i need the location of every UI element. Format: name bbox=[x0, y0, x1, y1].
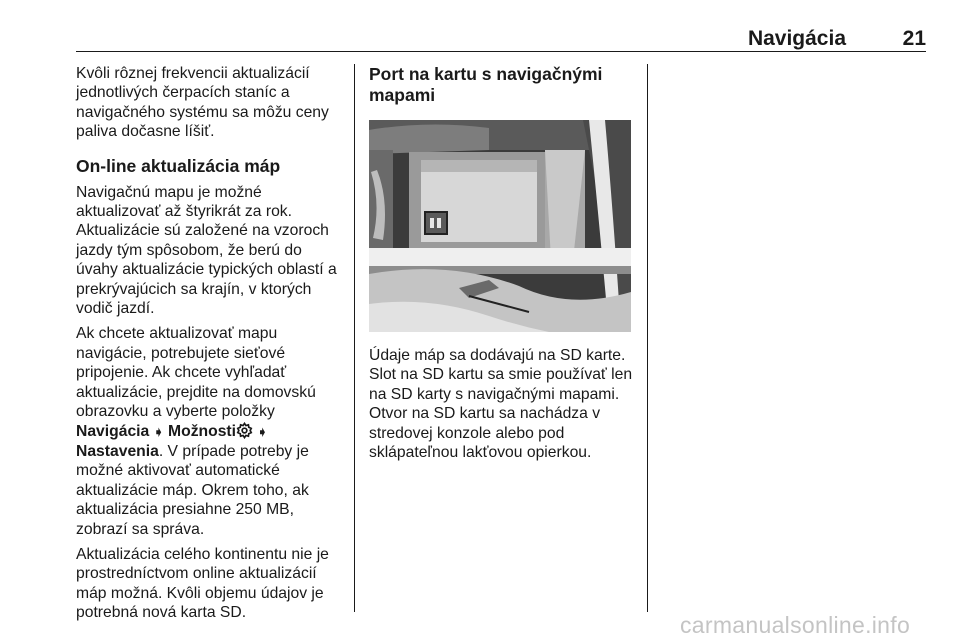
intro-paragraph: Kvôli rôznej frekvencii aktualizácií jednotlivých čerpacích staníc a navigačného systému sa môžu ceny paliva dočasne líšiť. bbox=[76, 65, 329, 141]
page-title: Navigácia bbox=[747, 27, 846, 50]
menu-navigacia: Navigácia bbox=[76, 422, 150, 440]
menu-nastavenia: Nastavenia bbox=[76, 442, 159, 460]
arrow-icon: ➧ bbox=[153, 424, 164, 439]
menu-path-line bbox=[76, 423, 267, 440]
gear-icon bbox=[236, 423, 253, 440]
paragraph-sd-card: Údaje máp sa dodávajú na SD karte. Slot na SD kartu sa smie používať len na SD karty s navigačnými mapami. Otvor na SD kartu sa nachádza v stredovej konzole alebo pod sklápateľnou lakťovou opierkou. bbox=[369, 347, 633, 462]
paragraph-update-frequency: Navigačnú mapu je možné aktualizovať až štyrikrát za rok. Aktualizácie sú založené na vzoroch jazdy tým spôsobom, že berú do úvahy aktualizácie typických oblastí a prekrývajúcich sa krajín, v ktorých vodič jazdí. bbox=[76, 183, 337, 318]
section-heading-online-update: On-line aktualizácia máp bbox=[76, 155, 281, 176]
header-rule bbox=[76, 51, 926, 52]
left-column bbox=[76, 64, 348, 629]
arrow-icon: ➧ bbox=[257, 424, 268, 439]
paragraph-continent-update: Aktualizácia celého kontinentu nie je prostredníctvom online aktualizácií máp možná. Kvôli objemu údajov je potrebná nová karta SD. bbox=[76, 545, 329, 622]
page-number: 21 bbox=[902, 27, 926, 50]
watermark: carmanualsonline.info bbox=[680, 612, 911, 638]
instructions-text-post: . V prípade potreby je možné aktivovať automatické aktualizácie máp. Okrem toho, ak aktualizácia presiahne 250 MB, zobrazí sa správa. bbox=[76, 442, 309, 538]
right-column bbox=[369, 64, 635, 468]
column-divider bbox=[354, 64, 355, 612]
sd-card-slot-photo bbox=[369, 120, 631, 332]
instructions-text: Ak chcete aktualizovať mapu navigácie, potrebujete sieťové pripojenie. Ak chcete vyhľadať aktualizácie, prejdite na domovskú obrazovku a vyberte položky bbox=[76, 325, 316, 421]
section-heading-sd-port: Port na kartu s navigačnými mapami bbox=[369, 64, 603, 105]
paragraph-update-instructions bbox=[76, 324, 348, 538]
menu-moznosti: Možnosti bbox=[168, 422, 237, 440]
column-divider bbox=[647, 64, 648, 612]
